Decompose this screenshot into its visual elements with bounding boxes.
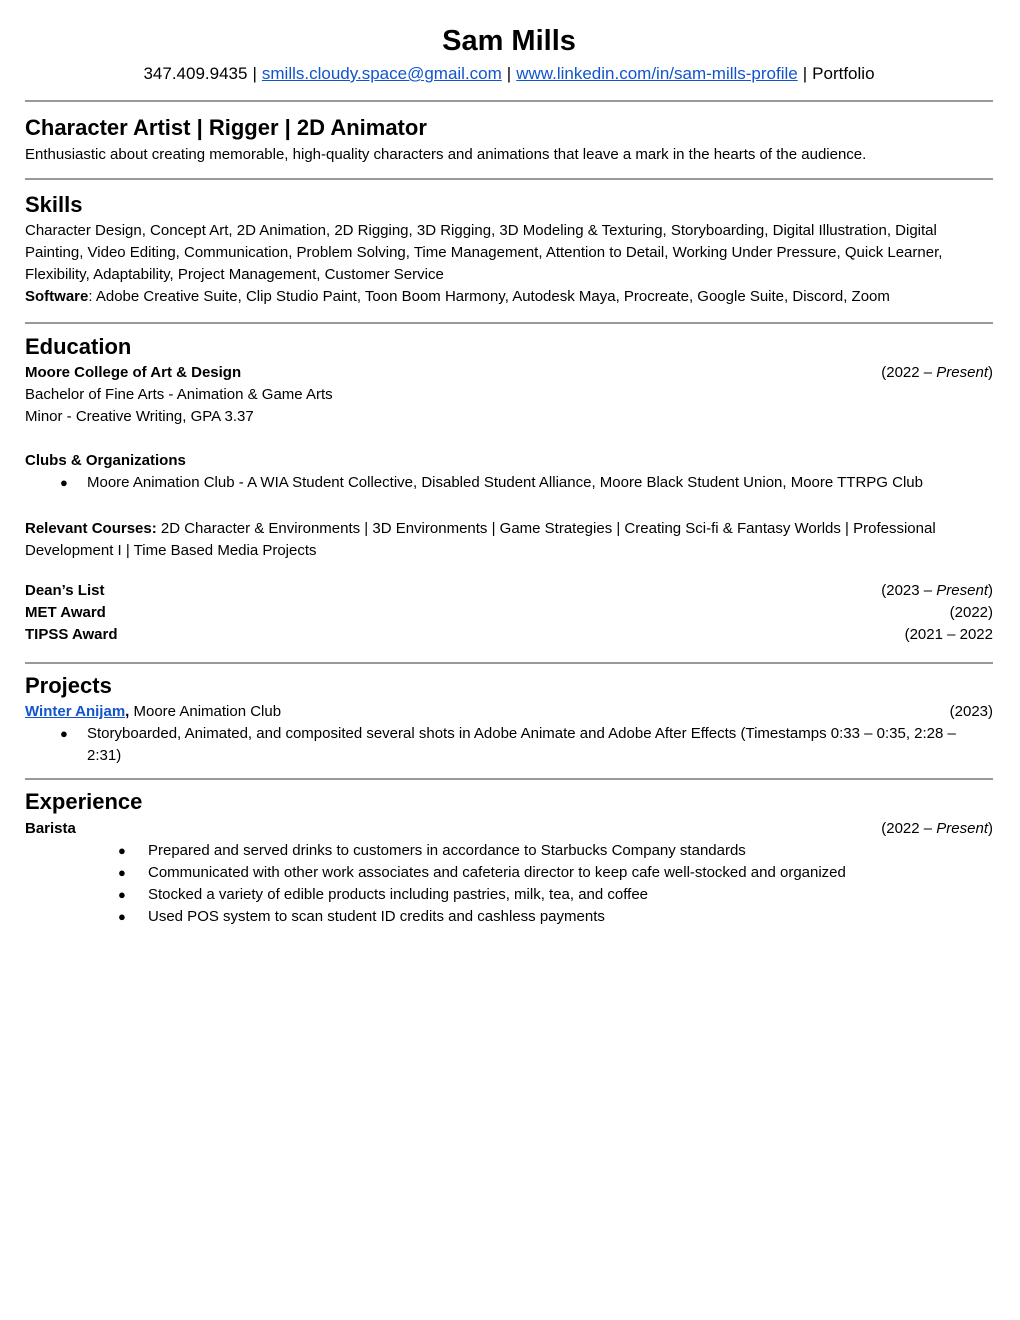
project-bullets	[25, 723, 993, 767]
education-heading: Education	[25, 334, 132, 359]
award-name: MET Award	[25, 604, 106, 621]
contact-separator: |	[252, 64, 257, 83]
divider	[25, 100, 993, 102]
degree-line: Bachelor of Fine Arts - Animation & Game Arts	[25, 386, 333, 403]
date-text: (2023 –	[881, 582, 937, 599]
winter-anijam-link[interactable]: Winter Anijam	[25, 703, 126, 720]
clubs-list	[25, 472, 993, 494]
clubs-heading: Clubs & Organizations	[25, 452, 186, 469]
relevant-courses-line	[25, 518, 993, 562]
award-date	[905, 624, 993, 646]
linkedin-link[interactable]: www.linkedin.com/in/sam-mills-profile	[516, 64, 798, 83]
skills-heading: Skills	[25, 192, 83, 217]
contact-separator: |	[506, 64, 512, 83]
bullet-icon: ●	[118, 887, 126, 902]
award-row	[25, 624, 993, 646]
bullet-icon: ●	[118, 865, 126, 880]
experience-bullet-text: Used POS system to scan student ID credits and cashless payments	[148, 908, 605, 925]
software-list: : Adobe Creative Suite, Clip Studio Paint, Toon Boom Harmony, Autodesk Maya, Procreate, Google Suite, Discord, Zoom	[88, 288, 890, 305]
date-text: )	[988, 820, 993, 837]
project-title	[25, 701, 281, 723]
project-org: Moore Animation Club	[129, 703, 282, 720]
clubs-bullet-text: Moore Animation Club - A WIA Student Collective, Disabled Student Alliance, Moore Black Student Union, Moore TTRPG Club	[87, 474, 923, 491]
email-link[interactable]: smills.cloudy.space@gmail.com	[261, 64, 502, 83]
award-row	[25, 580, 993, 602]
date-text: )	[988, 364, 993, 381]
project-comma: ,	[125, 703, 130, 720]
award-name: Dean’s List	[25, 582, 105, 599]
courses-text: 2D Character & Environments | 3D Environments | Game Strategies | Creating Sci-fi & Fantasy Worlds | Professional Development I | Time Based Media Projects	[25, 520, 936, 559]
experience-role-row	[25, 818, 993, 840]
software-label: Software	[25, 288, 89, 305]
contact-line	[25, 62, 993, 86]
projects-heading: Projects	[25, 673, 112, 698]
education-school-row	[25, 362, 993, 384]
award-name: TIPSS Award	[25, 626, 118, 643]
divider	[25, 662, 993, 664]
award-date	[881, 580, 993, 602]
experience-bullets	[25, 840, 993, 928]
date-present: Present	[936, 582, 988, 599]
summary-title: Character Artist | Rigger | 2D Animator	[25, 115, 427, 140]
date-text: (2021 – 2022	[904, 626, 993, 643]
date-text: (2022 –	[881, 820, 937, 837]
experience-bullet-text: Communicated with other work associates and cafeteria director to keep cafe well-stocked and organized	[148, 864, 846, 881]
school-name: Moore College of Art & Design	[25, 364, 242, 381]
awards-block	[25, 580, 993, 646]
list-item	[25, 723, 993, 767]
date-text: (2022)	[949, 604, 993, 621]
phone-number: 347.409.9435	[143, 64, 248, 83]
minor-line: Minor - Creative Writing, GPA 3.37	[25, 408, 254, 425]
divider	[25, 178, 993, 180]
skills-text: Character Design, Concept Art, 2D Animation, 2D Rigging, 3D Rigging, 3D Modeling & Texturing, Storyboarding, Digital Illustration, Digital Painting, Video Editing, Communication, Problem Solving, Time Management, Attention to Detail, Working Under Pressure, Quick Learner, Flexibility, Adaptability, Project Management, Customer Service	[25, 222, 943, 283]
list-item	[25, 884, 993, 906]
skills-list	[25, 220, 993, 308]
award-date	[950, 602, 993, 624]
date-present: Present	[936, 364, 988, 381]
date-text: (2022 –	[881, 364, 937, 381]
list-item	[25, 472, 993, 494]
bullet-icon: ●	[118, 843, 126, 858]
summary-tagline: Enthusiastic about creating memorable, high-quality characters and animations that leave a mark in the hearts of the audience.	[25, 146, 867, 163]
role-date	[881, 818, 993, 840]
list-item	[25, 862, 993, 884]
date-present: Present	[936, 820, 988, 837]
date-text: )	[988, 582, 993, 599]
experience-bullet-text: Prepared and served drinks to customers in accordance to Starbucks Company standards	[148, 842, 746, 859]
school-date	[881, 362, 993, 384]
list-item	[25, 840, 993, 862]
date-text: (2023)	[949, 703, 993, 720]
project-bullet-text: Storyboarded, Animated, and composited several shots in Adobe Animate and Adobe After Effects (Timestamps 0:33 – 0:35, 2:28 – 2:31)	[87, 725, 956, 764]
portfolio-label: Portfolio	[812, 64, 875, 83]
project-date	[950, 701, 993, 723]
experience-heading: Experience	[25, 789, 143, 814]
divider	[25, 778, 993, 780]
experience-bullet-text: Stocked a variety of edible products including pastries, milk, tea, and coffee	[148, 886, 649, 903]
contact-separator: |	[802, 64, 808, 83]
award-row	[25, 602, 993, 624]
divider	[25, 322, 993, 324]
bullet-icon: ●	[60, 475, 68, 490]
courses-label: Relevant Courses:	[25, 520, 157, 537]
list-item	[25, 906, 993, 928]
project-row	[25, 701, 993, 723]
bullet-icon: ●	[118, 909, 126, 924]
role-title: Barista	[25, 820, 76, 837]
resume-name: Sam Mills	[442, 25, 576, 57]
bullet-icon: ●	[60, 726, 68, 741]
